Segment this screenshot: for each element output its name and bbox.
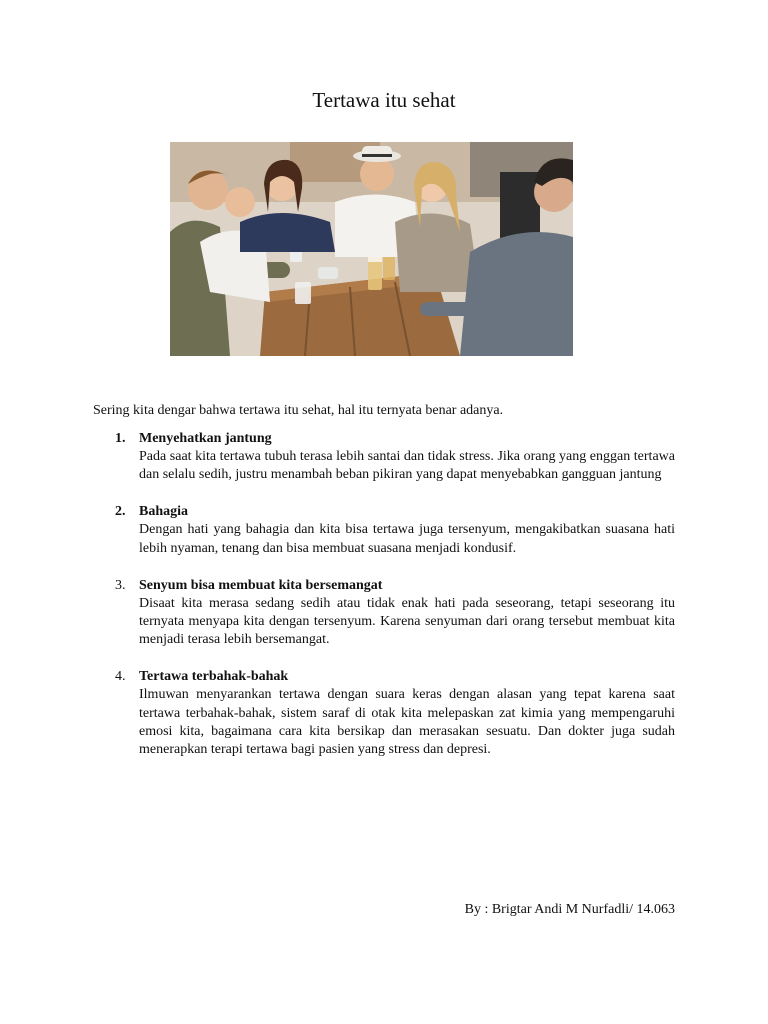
item-body: Dengan hati yang bahagia dan kita bisa tertawa juga tersenyum, mengakibatkan suasana hati lebih nyaman, tenang dan bisa membuat suasana menjadi kondusif. — [139, 522, 675, 556]
list-item — [93, 503, 675, 557]
author-byline: By : Brigtar Andi M Nurfadli/ 14.063 — [464, 902, 675, 917]
item-number: 3. — [115, 577, 126, 593]
list-item — [93, 668, 675, 759]
item-body: Ilmuwan menyarankan tertawa dengan suara keras dengan alasan yang tepat karena saat tertawa terbahak-bahak, sistem saraf di otak kita melepaskan zat kimia yang mempengaruhi emosi kita, bagaimana cara kita bersikap dan merasakan sesuatu. Dan dokter juga sudah menerapkan terapi tertawa bagi pasien yang stress dan depresi. — [139, 687, 675, 758]
item-number: 4. — [115, 669, 126, 685]
benefits-list — [93, 430, 675, 778]
item-body: Pada saat kita tertawa tubuh terasa lebih santai dan tidak stress. Jika orang yang enggan tertawa dan selalu sedih, justru menambah beban pikiran yang dapat menyebabkan gangguan jantung — [139, 449, 675, 483]
item-heading: Menyehatkan jantung — [139, 431, 272, 446]
item-heading: Tertawa terbahak-bahak — [139, 669, 289, 685]
photo-friends-laughing — [170, 142, 573, 356]
item-body: Disaat kita merasa sedang sedih atau tidak enak hati pada seseorang, tetapi seseorang itu ternyata menyapa kita dengan tersenyum. Karena senyuman dari orang tersebut membuat kita menjadi terasa lebih bersemangat. — [139, 595, 675, 648]
item-heading: Senyum bisa membuat kita bersemangat — [139, 577, 383, 593]
list-item — [93, 430, 675, 484]
item-number: 1. — [115, 431, 126, 446]
item-number: 2. — [115, 504, 126, 520]
intro-paragraph: Sering kita dengar bahwa tertawa itu sehat, hal itu ternyata benar adanya. — [93, 403, 504, 418]
document-title: Tertawa itu sehat — [312, 88, 456, 112]
list-item — [93, 577, 675, 650]
item-heading: Bahagia — [139, 504, 189, 520]
